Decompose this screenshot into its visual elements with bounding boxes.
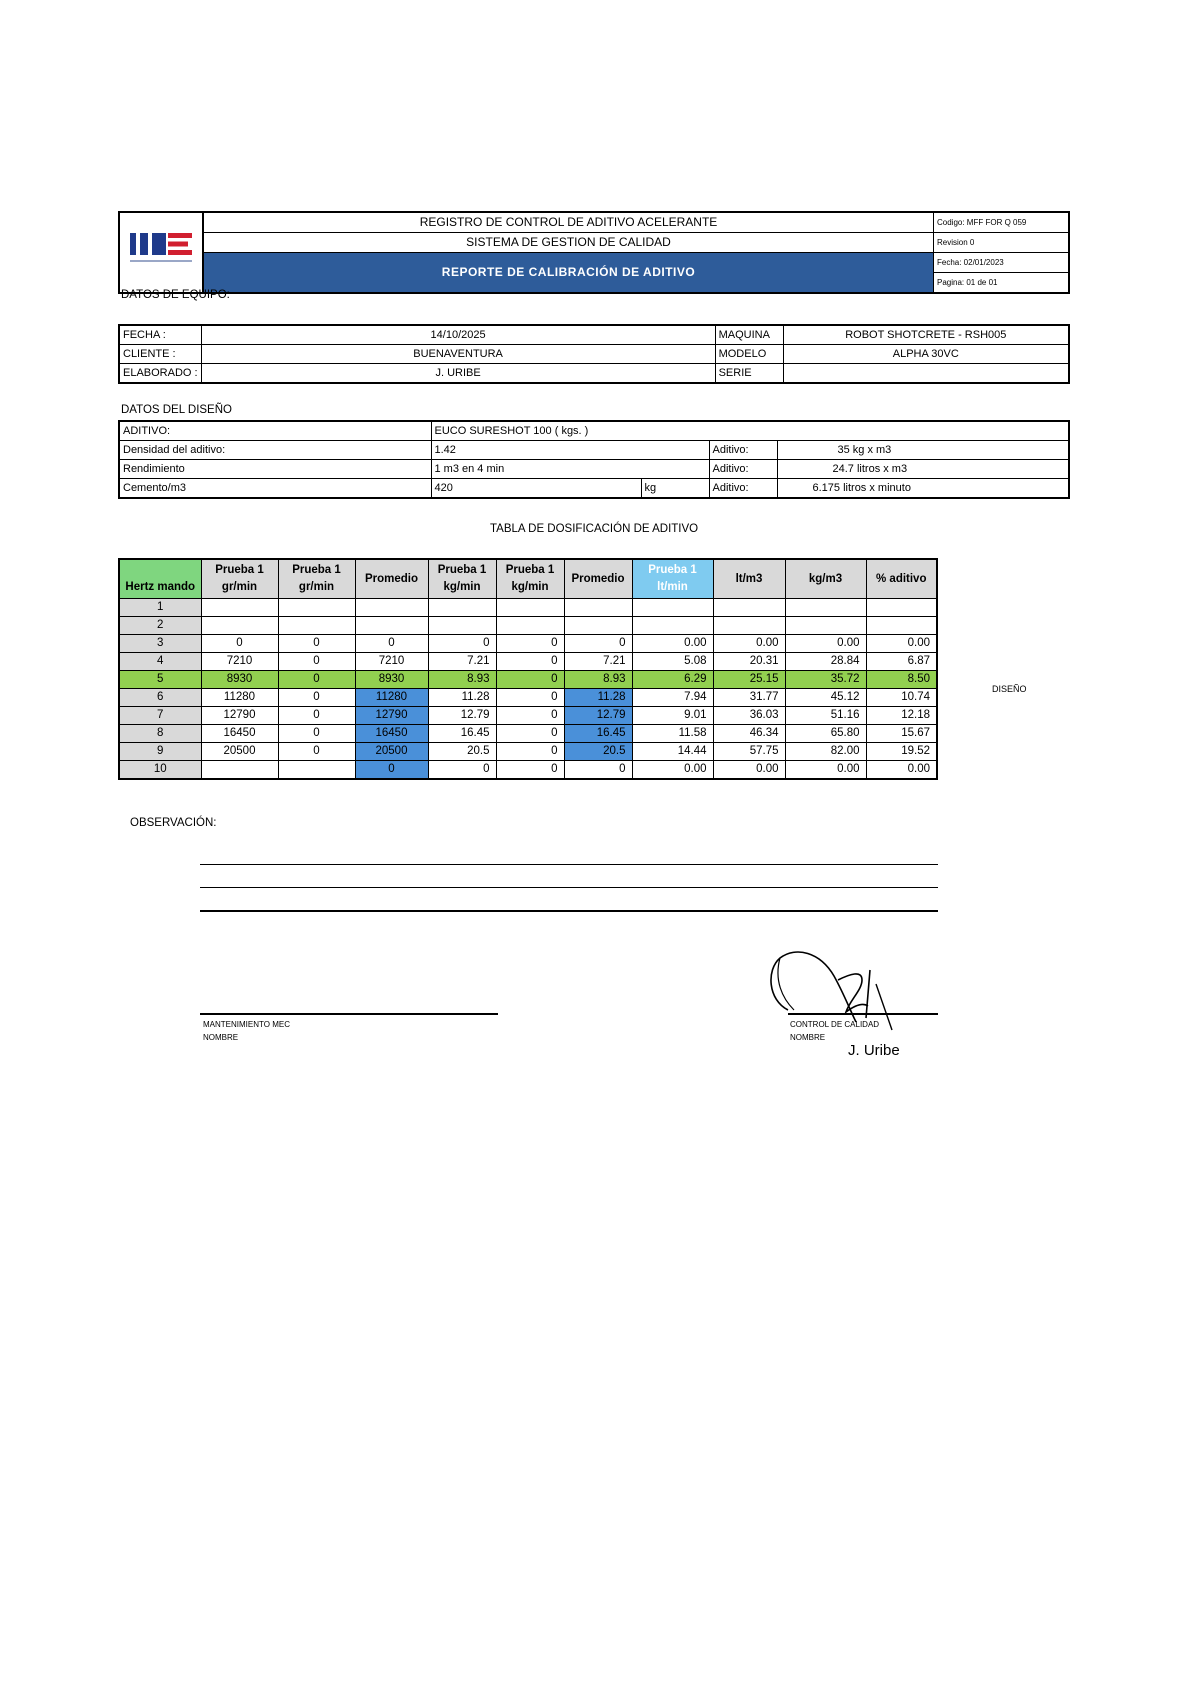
cell-prueba-kg-2	[496, 617, 564, 635]
cell-prueba-gr-2	[278, 761, 355, 780]
densidad-label: Densidad del aditivo:	[119, 441, 431, 460]
diseno-note: DISEÑO	[992, 684, 1027, 694]
cell-prueba-kg-1: 20.5	[428, 743, 496, 761]
cell-porcentaje	[866, 617, 937, 635]
cell-prueba-gr-2: 0	[278, 671, 355, 689]
elaborado-value: J. URIBE	[201, 364, 715, 384]
cell-lt-m3: 31.77	[713, 689, 785, 707]
cell-prueba-lt	[632, 617, 713, 635]
signature-line-left	[200, 1013, 498, 1015]
table-row	[119, 671, 937, 689]
cell-prueba-kg-1: 0	[428, 635, 496, 653]
signature-name: J. Uribe	[848, 1042, 900, 1059]
cemento-unit: kg	[641, 479, 709, 499]
dosificacion-header-row	[119, 559, 937, 599]
cell-porcentaje: 19.52	[866, 743, 937, 761]
cell-prueba-kg-1	[428, 599, 496, 617]
header-porcentaje: % aditivo	[866, 559, 937, 599]
cell-hertz: 6	[119, 689, 201, 707]
cell-prueba-kg-2: 0	[496, 671, 564, 689]
cell-porcentaje	[866, 599, 937, 617]
elaborado-label: ELABORADO :	[119, 364, 201, 384]
cell-kg-m3	[785, 599, 866, 617]
aditivo-litros-label: Aditivo:	[709, 460, 777, 479]
cell-kg-m3	[785, 617, 866, 635]
cell-prueba-lt: 7.94	[632, 689, 713, 707]
cell-prueba-gr-2: 0	[278, 653, 355, 671]
cell-lt-m3	[713, 617, 785, 635]
cell-hertz: 4	[119, 653, 201, 671]
table-row	[119, 653, 937, 671]
modelo-value: ALPHA 30VC	[783, 345, 1069, 364]
cell-promedio-gr	[355, 617, 428, 635]
cell-prueba-kg-1: 11.28	[428, 689, 496, 707]
cell-lt-m3: 46.34	[713, 725, 785, 743]
cell-prueba-kg-1: 16.45	[428, 725, 496, 743]
company-logo	[119, 212, 203, 293]
left-name-label: NOMBRE	[203, 1033, 239, 1042]
cell-hertz: 1	[119, 599, 201, 617]
observacion-line-1	[200, 864, 938, 865]
rendimiento-value: 1 m3 en 4 min	[431, 460, 709, 479]
cell-promedio-kg: 11.28	[564, 689, 632, 707]
cell-lt-m3: 36.03	[713, 707, 785, 725]
cell-prueba-kg-2: 0	[496, 743, 564, 761]
cliente-label: CLIENTE :	[119, 345, 201, 364]
header-promedio-gr: Promedio	[355, 559, 428, 599]
aditivo-litros-value: 24.7 litros x m3	[777, 460, 1069, 479]
cell-prueba-kg-1: 12.79	[428, 707, 496, 725]
dosificacion-title: TABLA DE DOSIFICACIÓN DE ADITIVO	[490, 523, 699, 535]
aditivo-kg-value: 35 kg x m3	[777, 441, 1069, 460]
cell-porcentaje: 6.87	[866, 653, 937, 671]
table-row	[119, 743, 937, 761]
doc-page: Pagina: 01 de 01	[934, 273, 1070, 294]
cell-promedio-kg: 0	[564, 635, 632, 653]
aditivo-kg-label: Aditivo:	[709, 441, 777, 460]
cell-prueba-gr-1: 12790	[201, 707, 278, 725]
observacion-line-2	[200, 887, 938, 888]
fecha-value: 14/10/2025	[201, 325, 715, 345]
cell-promedio-gr: 0	[355, 635, 428, 653]
cell-porcentaje: 12.18	[866, 707, 937, 725]
cell-prueba-gr-2	[278, 599, 355, 617]
serie-value	[783, 364, 1069, 384]
cell-hertz: 9	[119, 743, 201, 761]
table-row	[119, 599, 937, 617]
cell-porcentaje: 10.74	[866, 689, 937, 707]
cell-prueba-lt: 11.58	[632, 725, 713, 743]
maquina-label: MAQUINA	[715, 325, 783, 345]
cell-prueba-lt: 0.00	[632, 761, 713, 780]
cell-kg-m3: 0.00	[785, 761, 866, 780]
cell-prueba-kg-2	[496, 599, 564, 617]
cell-kg-m3: 0.00	[785, 635, 866, 653]
cell-promedio-kg	[564, 599, 632, 617]
cell-promedio-kg: 20.5	[564, 743, 632, 761]
cell-prueba-gr-2	[278, 617, 355, 635]
header-hertz: Hertz mando	[119, 559, 201, 599]
cell-promedio-kg	[564, 617, 632, 635]
report-title-2: SISTEMA DE GESTION DE CALIDAD	[203, 233, 934, 253]
table-row	[119, 617, 937, 635]
cell-prueba-lt: 0.00	[632, 635, 713, 653]
doc-date: Fecha: 02/01/2023	[934, 253, 1070, 273]
cell-porcentaje: 15.67	[866, 725, 937, 743]
cell-prueba-kg-1: 0	[428, 761, 496, 780]
cell-prueba-gr-2: 0	[278, 689, 355, 707]
table-row	[119, 707, 937, 725]
cell-prueba-gr-1	[201, 599, 278, 617]
cell-prueba-gr-2: 0	[278, 635, 355, 653]
cell-porcentaje: 8.50	[866, 671, 937, 689]
equipment-table	[118, 324, 1070, 384]
cell-prueba-gr-2: 0	[278, 707, 355, 725]
cell-prueba-gr-1: 20500	[201, 743, 278, 761]
aditivo-minuto-label: Aditivo:	[709, 479, 777, 499]
cell-prueba-gr-2: 0	[278, 743, 355, 761]
cell-hertz: 8	[119, 725, 201, 743]
serie-label: SERIE	[715, 364, 783, 384]
modelo-label: MODELO	[715, 345, 783, 364]
right-role: CONTROL DE CALIDAD	[790, 1020, 880, 1029]
cell-lt-m3	[713, 599, 785, 617]
cell-lt-m3: 0.00	[713, 635, 785, 653]
cell-prueba-gr-1: 11280	[201, 689, 278, 707]
section-equipo-label: DATOS DE EQUIPO:	[121, 289, 230, 301]
cemento-label: Cemento/m3	[119, 479, 431, 499]
cliente-value: BUENAVENTURA	[201, 345, 715, 364]
cell-lt-m3: 25.15	[713, 671, 785, 689]
cell-promedio-gr: 20500	[355, 743, 428, 761]
design-table	[118, 420, 1070, 499]
cell-promedio-gr: 8930	[355, 671, 428, 689]
cell-promedio-kg: 16.45	[564, 725, 632, 743]
fecha-label: FECHA :	[119, 325, 201, 345]
header-promedio-kg: Promedio	[564, 559, 632, 599]
document-header	[118, 211, 1070, 294]
cell-kg-m3: 35.72	[785, 671, 866, 689]
cell-hertz: 7	[119, 707, 201, 725]
cell-prueba-gr-2: 0	[278, 725, 355, 743]
cell-kg-m3: 51.16	[785, 707, 866, 725]
cemento-value: 420	[431, 479, 641, 499]
header-prueba-kg-1: Prueba 1 kg/min	[428, 559, 496, 599]
cell-kg-m3: 28.84	[785, 653, 866, 671]
cell-prueba-kg-2: 0	[496, 689, 564, 707]
cell-porcentaje: 0.00	[866, 761, 937, 780]
table-row	[119, 725, 937, 743]
densidad-value: 1.42	[431, 441, 709, 460]
cell-kg-m3: 45.12	[785, 689, 866, 707]
observacion-line-3	[200, 910, 938, 912]
cell-porcentaje: 0.00	[866, 635, 937, 653]
cell-prueba-kg-1: 8.93	[428, 671, 496, 689]
cell-promedio-kg: 12.79	[564, 707, 632, 725]
cell-prueba-gr-1	[201, 617, 278, 635]
cell-prueba-kg-1	[428, 617, 496, 635]
cell-prueba-lt: 14.44	[632, 743, 713, 761]
maquina-value: ROBOT SHOTCRETE - RSH005	[783, 325, 1069, 345]
header-prueba-lt: Prueba 1 lt/min	[632, 559, 713, 599]
report-title-1: REGISTRO DE CONTROL DE ADITIVO ACELERANTE	[203, 212, 934, 233]
cell-promedio-kg: 7.21	[564, 653, 632, 671]
cell-prueba-gr-1: 8930	[201, 671, 278, 689]
cell-lt-m3: 0.00	[713, 761, 785, 780]
report-title-3: REPORTE DE CALIBRACIÓN DE ADITIVO	[203, 253, 934, 294]
right-name-label: NOMBRE	[790, 1033, 826, 1042]
cell-prueba-lt: 9.01	[632, 707, 713, 725]
section-diseno-label: DATOS DEL DISEÑO	[121, 404, 232, 416]
doc-revision: Revision 0	[934, 233, 1070, 253]
signature-line-right	[788, 1013, 938, 1015]
observacion-label: OBSERVACIÓN:	[130, 817, 217, 829]
aditivo-label: ADITIVO:	[119, 421, 431, 441]
dosificacion-table	[118, 558, 938, 780]
aditivo-value: EUCO SURESHOT 100 ( kgs. )	[431, 421, 1069, 441]
cell-hertz: 10	[119, 761, 201, 780]
cell-prueba-gr-1: 16450	[201, 725, 278, 743]
cell-lt-m3: 20.31	[713, 653, 785, 671]
cell-hertz: 5	[119, 671, 201, 689]
table-row	[119, 761, 937, 780]
cell-promedio-gr: 0	[355, 761, 428, 780]
left-role: MANTENIMIENTO MEC	[203, 1020, 290, 1029]
cell-promedio-gr	[355, 599, 428, 617]
me-logo-icon	[128, 229, 194, 269]
cell-prueba-kg-2: 0	[496, 635, 564, 653]
cell-hertz: 2	[119, 617, 201, 635]
cell-promedio-gr: 11280	[355, 689, 428, 707]
cell-promedio-kg: 8.93	[564, 671, 632, 689]
header-prueba-kg-2: Prueba 1 kg/min	[496, 559, 564, 599]
cell-prueba-kg-1: 7.21	[428, 653, 496, 671]
cell-lt-m3: 57.75	[713, 743, 785, 761]
rendimiento-label: Rendimiento	[119, 460, 431, 479]
table-row	[119, 635, 937, 653]
header-prueba-gr-2: Prueba 1 gr/min	[278, 559, 355, 599]
cell-hertz: 3	[119, 635, 201, 653]
cell-prueba-lt	[632, 599, 713, 617]
cell-promedio-kg: 0	[564, 761, 632, 780]
cell-prueba-gr-1: 0	[201, 635, 278, 653]
table-row	[119, 689, 937, 707]
cell-prueba-kg-2: 0	[496, 707, 564, 725]
header-lt-m3: lt/m3	[713, 559, 785, 599]
aditivo-minuto-value: 6.175 litros x minuto	[777, 479, 1069, 499]
cell-prueba-lt: 5.08	[632, 653, 713, 671]
cell-prueba-gr-1: 7210	[201, 653, 278, 671]
header-kg-m3: kg/m3	[785, 559, 866, 599]
doc-code: Codigo: MFF FOR Q 059	[934, 212, 1070, 233]
cell-promedio-gr: 7210	[355, 653, 428, 671]
cell-promedio-gr: 12790	[355, 707, 428, 725]
cell-prueba-kg-2: 0	[496, 761, 564, 780]
header-prueba-gr-1: Prueba 1 gr/min	[201, 559, 278, 599]
cell-prueba-kg-2: 0	[496, 725, 564, 743]
cell-promedio-gr: 16450	[355, 725, 428, 743]
cell-kg-m3: 82.00	[785, 743, 866, 761]
cell-kg-m3: 65.80	[785, 725, 866, 743]
cell-prueba-lt: 6.29	[632, 671, 713, 689]
cell-prueba-gr-1	[201, 761, 278, 780]
cell-prueba-kg-2: 0	[496, 653, 564, 671]
